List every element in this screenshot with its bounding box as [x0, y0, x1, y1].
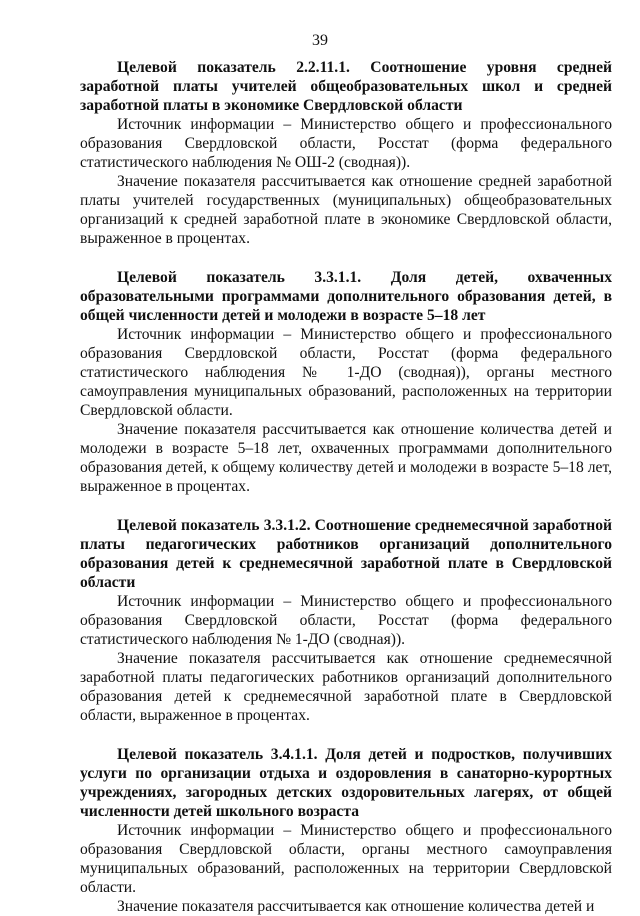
indicator-calculation-paragraph: Значение показателя рассчитывается как отношение среднемесячной заработной платы педагогических работников организаций дополнительного образования детей к среднемесячной заработной плате в Свердловской области, выраженное в процентах.: [80, 650, 612, 724]
indicator-source-paragraph: Источник информации – Министерство общего и профессионального образования Свердловской области, Росстат (форма федерального статистического наблюдения № ОШ-2 (сводная)).: [80, 116, 612, 171]
indicator-block-3-3-1-2: [80, 516, 612, 725]
indicator-block-3-3-1-1: [80, 268, 612, 496]
indicator-source-paragraph: Источник информации – Министерство общего и профессионального образования Свердловской области, органы местного самоуправления муниципальных образований, расположенных на территории Свердловской области.: [80, 822, 612, 896]
indicator-block-2-2-11-1: [80, 58, 612, 248]
indicator-heading: Целевой показатель 3.3.1.2. Соотношение среднемесячной заработной платы педагогических работников организаций дополнительного образования детей к среднемесячной заработной плате в Свердловской области: [80, 517, 612, 591]
indicator-calculation-paragraph: Значение показателя рассчитывается как отношение средней заработной платы учителей государственных (муниципальных) общеобразовательных организаций к средней заработной плате в экономике Свердловской области, выраженное в процентах.: [80, 173, 612, 247]
indicator-source-paragraph: Источник информации – Министерство общего и профессионального образования Свердловской области, Росстат (форма федерального статистического наблюдения № 1-ДО (сводная)).: [80, 593, 612, 648]
page-number: 39: [312, 32, 328, 49]
indicator-calculation-paragraph: Значение показателя рассчитывается как отношение количества детей и молодежи в возрасте 5–18 лет, охваченных программами дополнительного образования детей, к общему количеству детей и молодежи в возрасте 5–18 лет, выраженное в процентах.: [80, 421, 612, 495]
indicator-block-3-4-1-1: [80, 745, 612, 916]
indicator-heading: Целевой показатель 3.3.1.1. Доля детей, охваченных образовательными программами дополнительного образования детей, в общей численности детей и молодежи в возрасте 5–18 лет: [80, 269, 612, 324]
indicator-heading: Целевой показатель 2.2.11.1. Соотношение уровня средней заработной платы учителей общеобразовательных школ и средней заработной платы в экономике Свердловской области: [80, 59, 612, 114]
page-content: [80, 58, 612, 916]
indicator-heading: Целевой показатель 3.4.1.1. Доля детей и подростков, получивших услуги по организации отдыха и оздоровления в санаторно-курортных учреждениях, загородных детских оздоровительных лагерях, от общей численности детей школьного возраста: [80, 746, 612, 820]
indicator-calculation-paragraph: Значение показателя рассчитывается как отношение количества детей и: [117, 898, 595, 915]
indicator-source-paragraph: Источник информации – Министерство общего и профессионального образования Свердловской области, Росстат (форма федерального статистического наблюдения № 1-ДО (сводная)), органы местного самоуправления муниципальных образований, расположенных на территории Свердловской области.: [80, 326, 612, 419]
